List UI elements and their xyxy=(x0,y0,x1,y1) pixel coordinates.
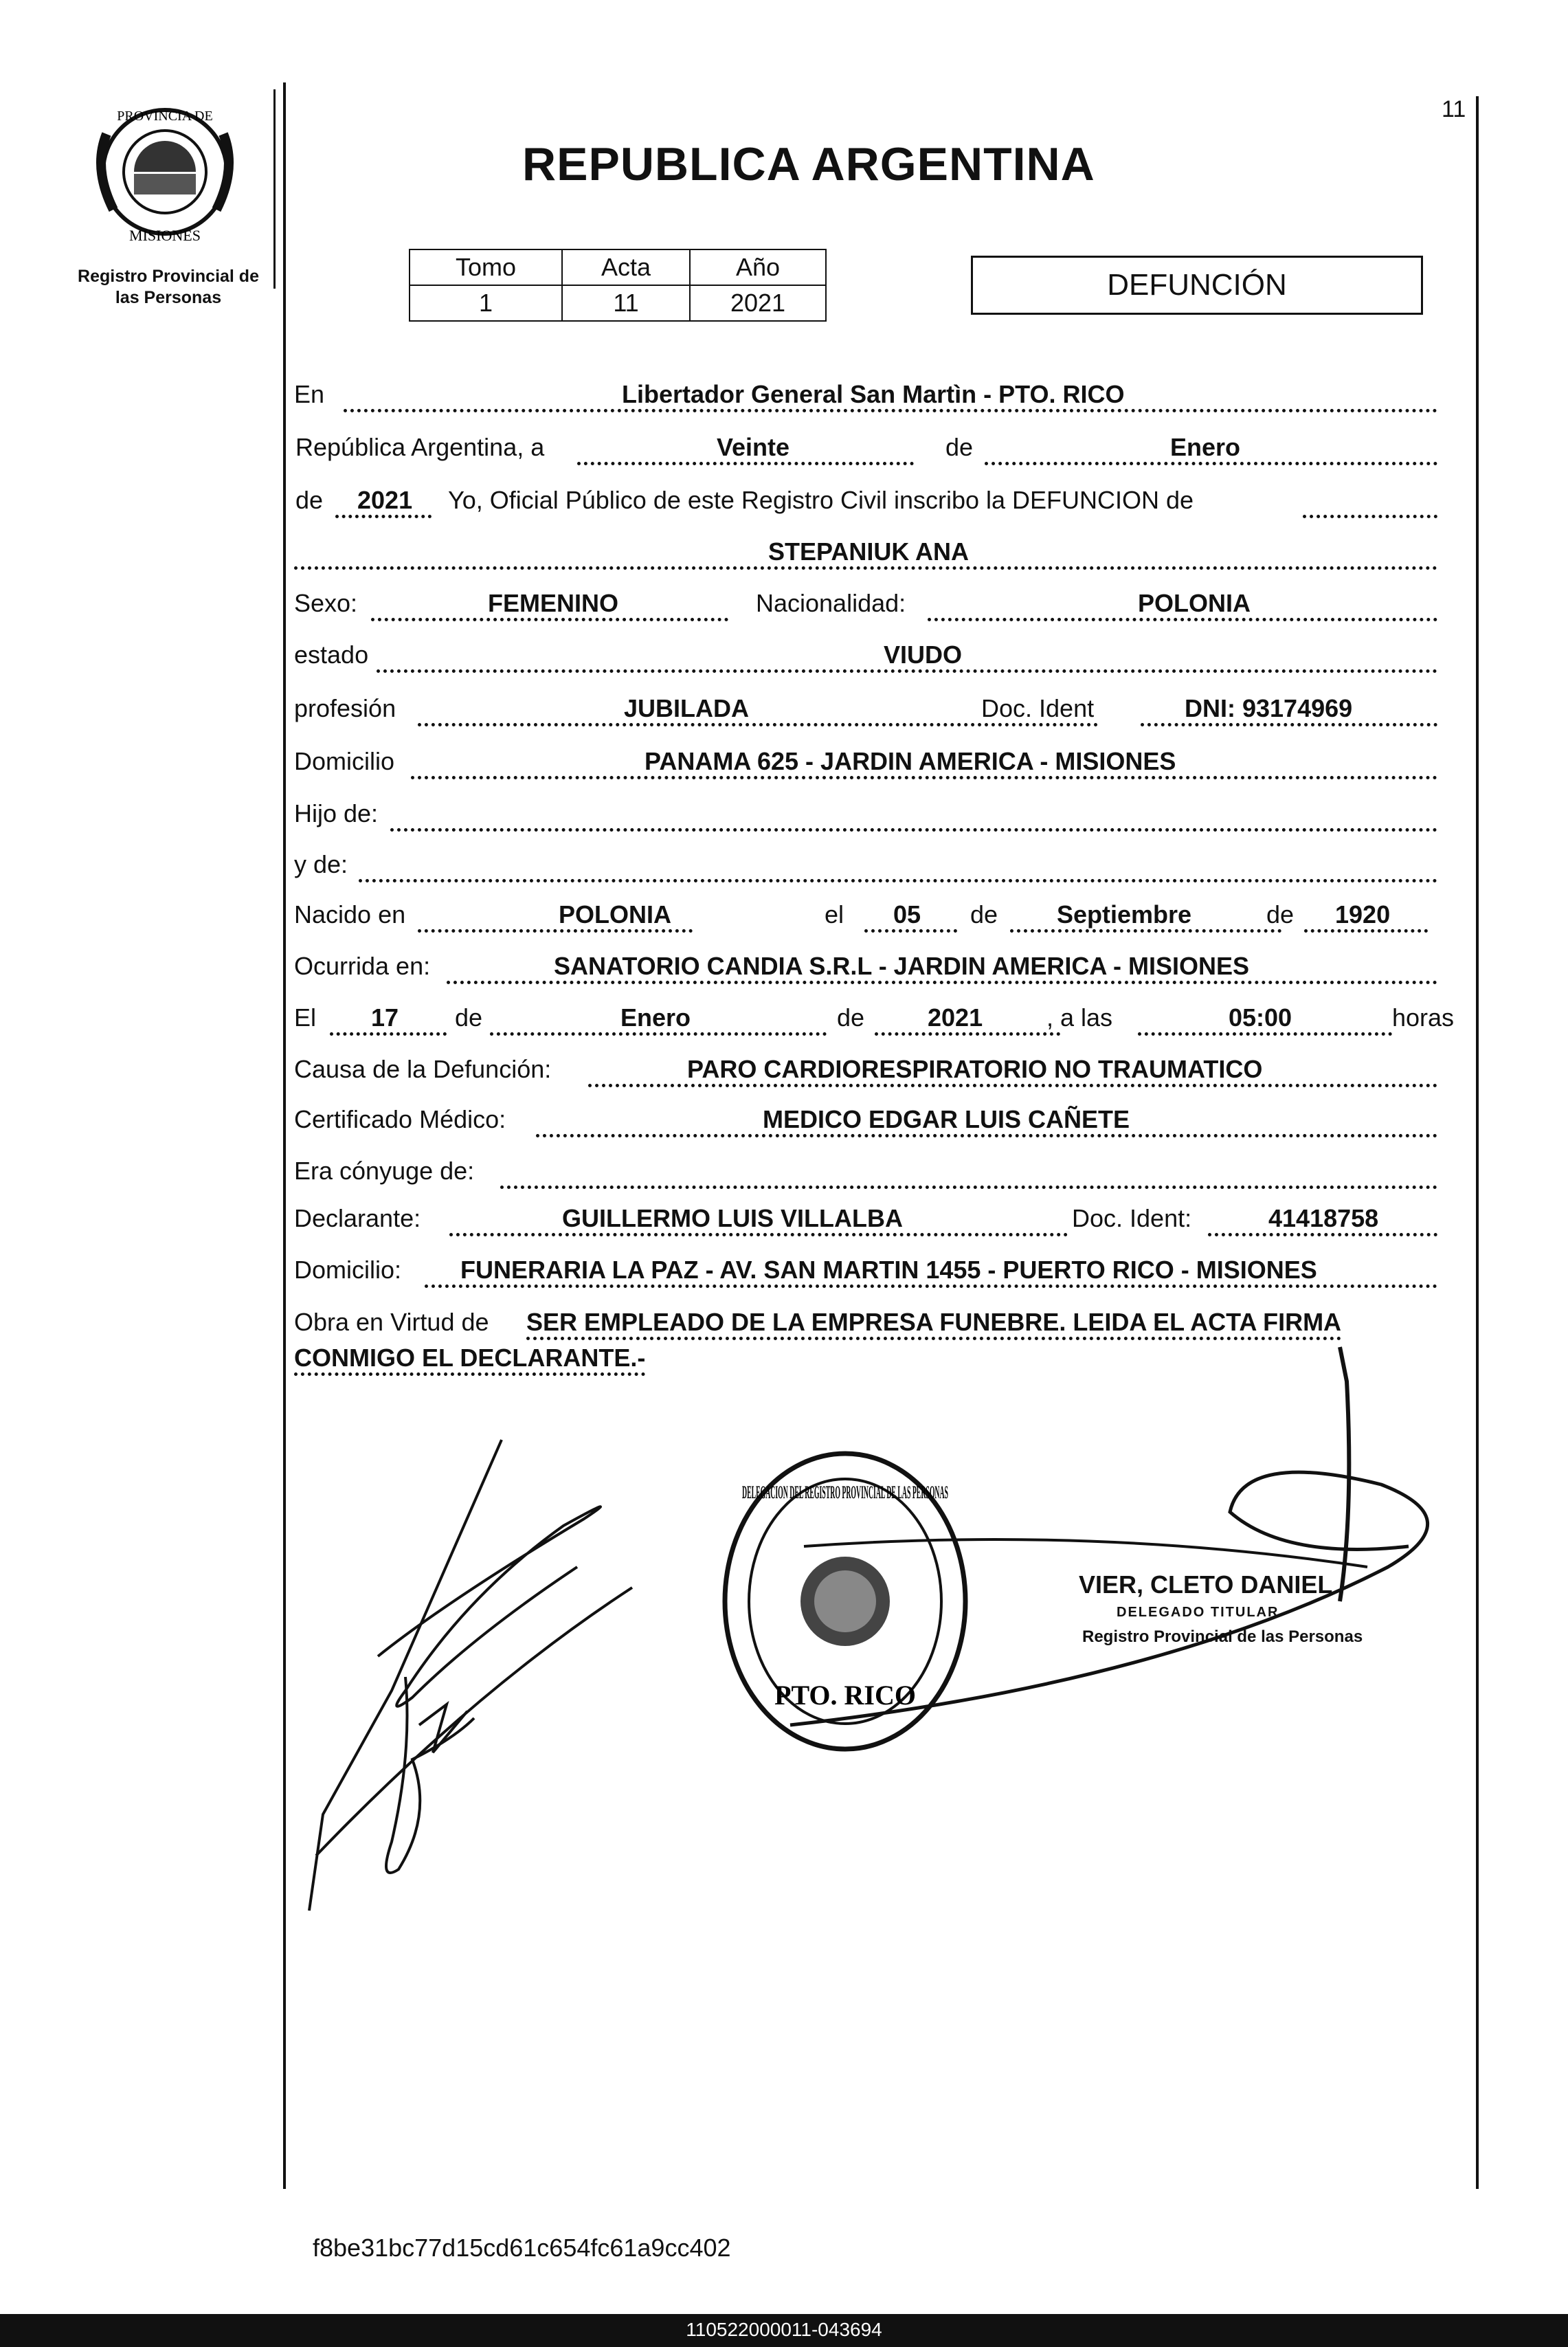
ocurrida-label: Ocurrida en: xyxy=(294,952,431,980)
svg-text:MISIONES: MISIONES xyxy=(129,227,201,244)
province-logo xyxy=(86,93,244,251)
svg-text:DELEGACION DEL REGISTRO PROVIN: DELEGACION DEL REGISTRO PROVINCIAL DE LAS PERSONAS xyxy=(742,1482,948,1502)
obra-label: Obra en Virtud de xyxy=(294,1308,489,1336)
hijo-dots xyxy=(390,828,1437,832)
en-dots xyxy=(344,409,1437,412)
month-dots xyxy=(985,462,1437,465)
de-1: de xyxy=(945,433,974,461)
row-causa xyxy=(294,1055,1437,1089)
birth-year-dots xyxy=(1304,929,1428,933)
official-name: VIER, CLETO DANIEL xyxy=(1079,1570,1333,1599)
declarante-dots xyxy=(449,1233,1068,1236)
en-label: En xyxy=(294,380,325,408)
profesion-value: JUBILADA xyxy=(624,694,750,722)
nacido-dots xyxy=(418,929,693,933)
conyuge-dots xyxy=(500,1186,1437,1189)
conyuge-label: Era cónyuge de: xyxy=(294,1157,475,1185)
nacionalidad-value: POLONIA xyxy=(1138,589,1251,617)
death-day-dots xyxy=(330,1032,447,1036)
profesion-dots xyxy=(418,723,1098,726)
nacionalidad-dots xyxy=(928,618,1437,621)
doc-value: DNI: 93174969 xyxy=(1185,694,1353,722)
row-certificado xyxy=(294,1105,1437,1139)
sexo-dots xyxy=(371,618,728,621)
domicilio2-value: FUNERARIA LA PAZ - AV. SAN MARTIN 1455 - PUERTO RICO - MISIONES xyxy=(460,1256,1317,1284)
estado-dots xyxy=(377,669,1437,673)
obra-value-line1: SER EMPLEADO DE LA EMPRESA FUNEBRE. LEIDA EL ACTA FIRMA xyxy=(526,1308,1341,1340)
certificado-dots xyxy=(536,1134,1437,1137)
official-title: DELEGADO TITULAR xyxy=(1117,1605,1279,1620)
de-3: de xyxy=(970,900,998,928)
acta-value: 11 xyxy=(562,285,690,321)
name-dots xyxy=(294,566,1437,570)
obra-value-line2: CONMIGO EL DECLARANTE.- xyxy=(294,1344,645,1376)
doc-dots xyxy=(1141,723,1437,726)
hijo-label: Hijo de: xyxy=(294,799,379,827)
row-nacido xyxy=(294,900,1437,935)
alas-label: , a las xyxy=(1046,1003,1113,1032)
row-conyuge xyxy=(294,1157,1437,1191)
sexo-value: FEMENINO xyxy=(488,589,619,617)
domicilio-dots xyxy=(411,776,1437,779)
row-domicilio-declarante xyxy=(294,1256,1437,1290)
doc-label: Doc. Ident xyxy=(981,694,1095,722)
nacionalidad-label: Nacionalidad: xyxy=(756,589,906,617)
certificado-value: MEDICO EDGAR LUIS CAÑETE xyxy=(763,1105,1130,1133)
death-time-dots xyxy=(1138,1032,1392,1036)
yde-label: y de: xyxy=(294,850,348,878)
yo-text: Yo, Oficial Público de este Registro Civil inscribo la DEFUNCION de xyxy=(448,486,1194,514)
year-value: 2021 xyxy=(357,486,413,514)
birth-month-dots xyxy=(1010,929,1281,933)
row-fecha xyxy=(294,1003,1455,1038)
causa-label: Causa de la Defunción: xyxy=(294,1055,552,1083)
birth-month: Septiembre xyxy=(1057,900,1192,928)
left-margin-line xyxy=(283,82,286,2189)
en-value: Libertador General San Martìn - PTO. RICO xyxy=(622,380,1125,408)
row-deceased xyxy=(294,537,1437,572)
causa-dots xyxy=(588,1084,1437,1087)
record-type: DEFUNCIÓN xyxy=(1107,268,1287,302)
de-6: de xyxy=(837,1003,865,1032)
domicilio2-label: Domicilio: xyxy=(294,1256,402,1284)
birth-day-dots xyxy=(864,929,957,933)
row-en xyxy=(294,380,1437,414)
row-domicilio xyxy=(294,747,1437,781)
declarante-value: GUILLERMO LUIS VILLALBA xyxy=(562,1204,903,1232)
el2-label: El xyxy=(294,1003,317,1032)
estado-value: VIUDO xyxy=(884,641,963,669)
de-2: de xyxy=(295,486,324,514)
yde-dots xyxy=(359,879,1437,882)
day-dots xyxy=(577,462,914,465)
row-profesion xyxy=(294,694,1437,728)
causa-value: PARO CARDIORESPIRATORIO NO TRAUMATICO xyxy=(687,1055,1263,1083)
page-title: REPUBLICA ARGENTINA xyxy=(522,138,1095,190)
nacido-value: POLONIA xyxy=(559,900,672,928)
row-republica xyxy=(294,433,1437,467)
day-word: Veinte xyxy=(717,433,790,461)
domicilio-value: PANAMA 625 - JARDIN AMERICA - MISIONES xyxy=(645,747,1176,775)
official-institution: Registro Provincial de las Personas xyxy=(1082,1627,1363,1646)
tomo-header: Tomo xyxy=(410,249,562,285)
ocurrida-dots xyxy=(447,981,1437,984)
row-sexo xyxy=(294,589,1437,623)
anio-header: Año xyxy=(690,249,826,285)
row-ocurrida xyxy=(294,952,1437,986)
left-edge-mark xyxy=(273,89,276,289)
profesion-label: profesión xyxy=(294,694,396,722)
death-year-dots xyxy=(875,1032,1060,1036)
deceased-name: STEPANIUK ANA xyxy=(768,537,970,566)
de-5: de xyxy=(455,1003,483,1032)
row-yde xyxy=(294,850,1437,885)
row-hijo xyxy=(294,799,1437,834)
doc2-label: Doc. Ident: xyxy=(1072,1204,1192,1232)
row-yo xyxy=(294,486,1437,520)
registry-caption: Registro Provincial de las Personas xyxy=(78,267,259,307)
death-month-dots xyxy=(490,1032,827,1036)
barcode-text: 110522000011-043694 xyxy=(686,2319,882,2340)
doc2-dots xyxy=(1208,1233,1437,1236)
tomo-value: 1 xyxy=(410,285,562,321)
document-hash: f8be31bc77d15cd61c654fc61a9cc402 xyxy=(313,2234,731,2262)
death-time: 05:00 xyxy=(1229,1003,1292,1032)
estado-label: estado xyxy=(294,641,369,669)
domicilio-label: Domicilio xyxy=(294,747,395,775)
row-declarante xyxy=(294,1204,1437,1238)
svg-text:PROVINCIA DE: PROVINCIA DE xyxy=(117,109,213,124)
anio-value: 2021 xyxy=(690,285,826,321)
declarante-label: Declarante: xyxy=(294,1204,421,1232)
republica-label: República Argentina, a xyxy=(295,433,545,461)
death-month: Enero xyxy=(620,1003,691,1032)
yo-tail-dots xyxy=(1303,515,1437,518)
record-type-box xyxy=(971,256,1423,315)
reference-table xyxy=(409,249,827,322)
death-day: 17 xyxy=(371,1003,399,1032)
year-dots xyxy=(335,515,432,518)
certificado-label: Certificado Médico: xyxy=(294,1105,506,1133)
declarant-signature xyxy=(295,1430,653,1924)
row-estado xyxy=(294,641,1437,675)
official-signature xyxy=(749,1340,1457,1753)
page-number: 11 xyxy=(1442,96,1466,122)
month-word: Enero xyxy=(1170,433,1241,461)
birth-year: 1920 xyxy=(1335,900,1391,928)
acta-header: Acta xyxy=(562,249,690,285)
nacido-label: Nacido en xyxy=(294,900,406,928)
ocurrida-value: SANATORIO CANDIA S.R.L - JARDIN AMERICA - MISIONES xyxy=(554,952,1250,980)
domicilio2-dots xyxy=(425,1284,1437,1288)
birth-day: 05 xyxy=(893,900,921,928)
horas-label: horas xyxy=(1392,1003,1455,1032)
death-year: 2021 xyxy=(928,1003,983,1032)
el-label: el xyxy=(825,900,844,928)
de-4: de xyxy=(1266,900,1295,928)
sexo-label: Sexo: xyxy=(294,589,358,617)
svg-text:PTO. RICO: PTO. RICO xyxy=(774,1680,916,1711)
doc2-value: 41418758 xyxy=(1268,1204,1379,1232)
right-margin-line xyxy=(1476,96,1479,2189)
